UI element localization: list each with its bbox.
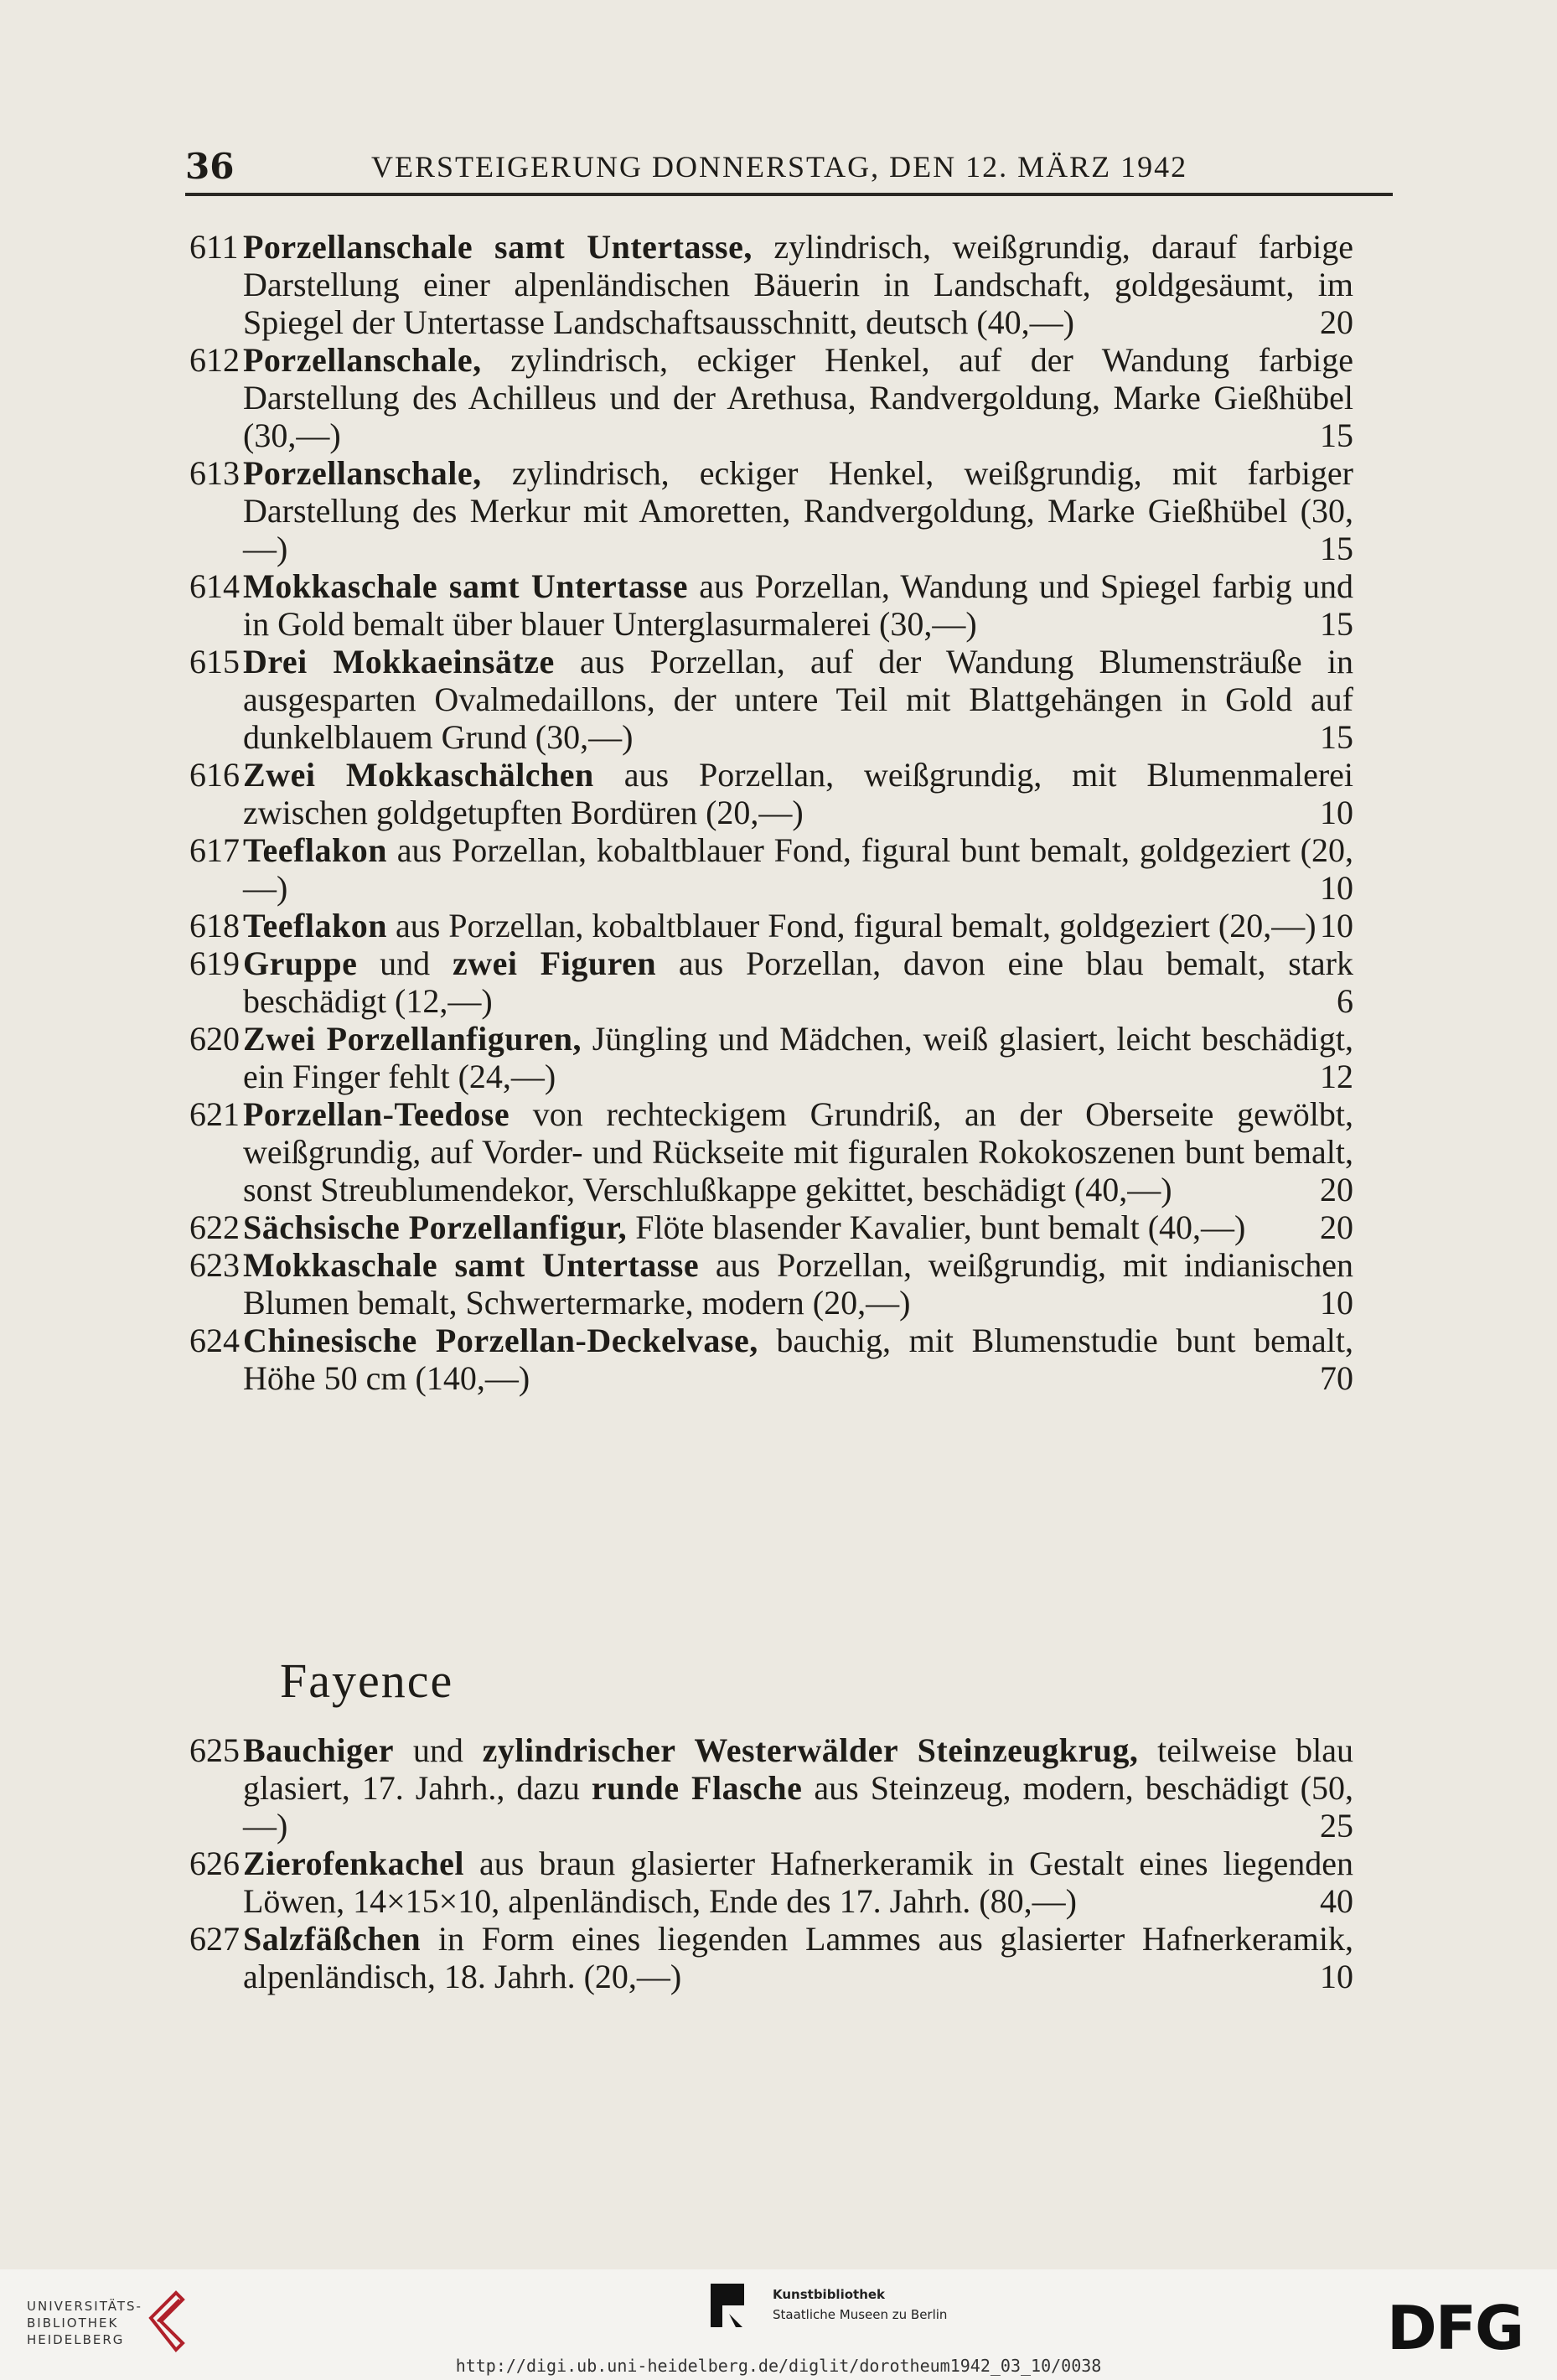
- lot-title-2: zwei Figuren: [452, 944, 657, 982]
- lot-entry: [0, 643, 1557, 756]
- lot-text: aus Porzellan, weißgrundig, mit indianischen Blumen bemalt, Schwertermarke, modern (20,—): [243, 1246, 1353, 1322]
- lot-price: 15: [1320, 530, 1353, 567]
- lot-title: Gruppe: [243, 944, 358, 982]
- lot-title: Zwei Porzellanfiguren,: [243, 1020, 582, 1058]
- lot-text: in Form eines liegenden Lammes aus glasierter Hafnerkeramik, alpenländisch, 18. Jahrh. (20,—): [243, 1920, 1353, 1995]
- lot-price: 15: [1320, 718, 1353, 756]
- lot-number: 624: [189, 1322, 240, 1359]
- lot-number: 627: [189, 1920, 240, 1958]
- lot-description: [243, 944, 1353, 1020]
- lot-description: [243, 1844, 1353, 1920]
- lot-price: 10: [1320, 907, 1353, 944]
- lot-text: Flöte blasender Kavalier, bunt bemalt (40,—): [627, 1208, 1246, 1246]
- lot-title: Salzfäßchen: [243, 1920, 422, 1958]
- lot-price: 10: [1320, 1284, 1353, 1322]
- lot-title-2: zylindrischer Westerwälder Steinzeugkrug,: [482, 1731, 1139, 1769]
- lot-text: aus braun glasierter Hafnerkeramik in Gestalt eines liegenden Löwen, 14×15×10, alpenländisch, Ende des 17. Jahrh. (80,—): [243, 1844, 1353, 1920]
- lot-price: 6: [1337, 982, 1353, 1020]
- lot-text: aus Porzellan, Wandung und Spiegel farbig und in Gold bemalt über blauer Unterglasurmalerei (30,—): [243, 567, 1353, 643]
- lot-entry: [0, 756, 1557, 831]
- lot-text: von rechteckigem Grundriß, an der Oberseite gewölbt, weißgrundig, auf Vorder- und Rückseite mit figuralen Rokokoszenen bunt bemalt, sonst Streublumendekor, Verschlußkappe gekittet, beschädigt (40,—): [243, 1095, 1353, 1208]
- lot-price: 20: [1320, 1208, 1353, 1246]
- lot-title: Mokkaschale samt Untertasse: [243, 567, 688, 605]
- lot-description: [243, 341, 1353, 454]
- lot-title: Zierofenkachel: [243, 1844, 465, 1882]
- lot-entry: [0, 1731, 1557, 1844]
- lot-number: 612: [189, 341, 240, 379]
- lot-text-2: teilweise blau glasiert, 17. Jahrh., dazu: [243, 1731, 1353, 1807]
- lot-text: zylindrisch, weißgrundig, darauf farbige Darstellung einer alpenländischen Bäuerin in Landschaft, goldgesäumt, im Spiegel der Untertasse Landschaftsausschnitt, deutsch (40,—): [243, 228, 1353, 341]
- lot-number: 611: [189, 228, 239, 266]
- lot-number: 622: [189, 1208, 240, 1246]
- lot-text-2: aus Porzellan, davon eine blau bemalt, stark beschädigt (12,—): [243, 944, 1353, 1020]
- lot-number: 623: [189, 1246, 240, 1284]
- lot-number: 619: [189, 944, 240, 982]
- lot-description: [243, 1920, 1353, 1995]
- lot-text: aus Porzellan, auf der Wandung Blumensträuße in ausgesparten Ovalmedaillons, der untere Teil mit Blattgehängen in Gold auf dunkelblauem Grund (30,—): [243, 643, 1353, 756]
- lot-description: [243, 228, 1353, 341]
- lot-number: 621: [189, 1095, 240, 1133]
- logo-line: UNIVERSITÄTS-: [27, 2299, 142, 2314]
- lot-number: 625: [189, 1731, 240, 1769]
- lot-price: 15: [1320, 605, 1353, 643]
- lot-number: 615: [189, 643, 240, 680]
- lot-title: Sächsische Porzellanfigur,: [243, 1208, 628, 1246]
- lot-entry: [0, 1844, 1557, 1920]
- lot-text-3: aus Steinzeug, modern, beschädigt (50,—): [243, 1769, 1353, 1844]
- lot-description: [243, 1020, 1353, 1095]
- lot-text: zylindrisch, eckiger Henkel, auf der Wandung farbige Darstellung des Achilleus und der Arethusa, Randvergoldung, Marke Gießhübel (30,—): [243, 341, 1353, 454]
- lot-list-fayence: [0, 1731, 1557, 1995]
- lot-entry: [0, 1322, 1557, 1397]
- running-head: [185, 141, 1393, 196]
- lot-title: Chinesische Porzellan-Deckelvase,: [243, 1322, 758, 1359]
- kunstbibliothek-subtitle: Staatliche Museen zu Berlin: [773, 2307, 948, 2322]
- lot-entry: [0, 567, 1557, 643]
- kunstbibliothek-title: Kunstbibliothek: [773, 2287, 886, 2302]
- logo-line: BIBLIOTHEK: [27, 2315, 119, 2331]
- kunstbibliothek-text: [773, 2284, 947, 2325]
- kunstbibliothek-logo-icon: [711, 2284, 754, 2334]
- lot-text: Jüngling und Mädchen, weiß glasiert, leicht beschädigt, ein Finger fehlt (24,—): [243, 1020, 1354, 1095]
- lot-text: und: [357, 944, 453, 982]
- lot-title: Porzellanschale,: [243, 454, 482, 492]
- lot-title: Mokkaschale samt Untertasse: [243, 1246, 700, 1284]
- lot-entry: [0, 1920, 1557, 1995]
- university-library-logo: [27, 2298, 142, 2348]
- lot-number: 613: [189, 454, 240, 492]
- lot-description: [243, 643, 1353, 756]
- lot-description: [243, 1731, 1353, 1844]
- lot-text: aus Porzellan, kobaltblauer Fond, figural bemalt, goldgeziert (20,—): [386, 907, 1316, 944]
- lot-entry: [0, 228, 1557, 341]
- lot-entry: [0, 831, 1557, 907]
- lot-list: [0, 228, 1557, 1397]
- lot-number: 620: [189, 1020, 240, 1058]
- lot-entry: [0, 1208, 1557, 1246]
- lot-number: 617: [189, 831, 240, 869]
- lot-title: Bauchiger: [243, 1731, 395, 1769]
- lot-entry: [0, 341, 1557, 454]
- lot-text: bauchig, mit Blumenstudie bunt bemalt, Höhe 50 cm (140,—): [243, 1322, 1353, 1397]
- lot-number: 614: [189, 567, 240, 605]
- lot-title: Porzellanschale samt Untertasse,: [243, 228, 753, 266]
- lot-price: 12: [1320, 1058, 1353, 1095]
- lot-title: Porzellanschale,: [243, 341, 482, 379]
- lot-title: Zwei Mokkaschälchen: [243, 756, 594, 794]
- lot-description: [243, 1246, 1353, 1322]
- lot-title: Drei Mokkaeinsätze: [243, 643, 555, 680]
- running-head-title: VERSTEIGERUNG DONNERSTAG, DEN 12. MÄRZ 1942: [371, 150, 1188, 184]
- lot-number: 626: [189, 1844, 240, 1882]
- lot-description: [243, 907, 1353, 944]
- university-library-mark-icon: [142, 2284, 189, 2353]
- lot-number: 616: [189, 756, 240, 794]
- lot-description: [243, 756, 1353, 831]
- lot-price: 10: [1320, 869, 1353, 907]
- lot-title: Teeflakon: [243, 907, 387, 944]
- lot-price: 20: [1320, 303, 1353, 341]
- lot-price: 10: [1320, 1958, 1353, 1995]
- lot-text: zylindrisch, eckiger Henkel, weißgrundig, mit farbiger Darstellung des Merkur mit Amoretten, Randvergoldung, Marke Gießhübel (30,—): [243, 454, 1353, 567]
- lot-entry: [0, 454, 1557, 567]
- source-url-link[interactable]: http://digi.ub.uni-heidelberg.de/diglit/dorotheum1942_03_10/0038: [455, 2356, 1102, 2376]
- lot-entry: [0, 944, 1557, 1020]
- dfg-logo: DFG: [1387, 2293, 1523, 2363]
- lot-title: Porzellan-Teedose: [243, 1095, 510, 1133]
- lot-description: [243, 1208, 1353, 1246]
- lot-price: 15: [1320, 416, 1353, 454]
- lot-description: [243, 567, 1353, 643]
- lot-entry: [0, 1020, 1557, 1095]
- lot-price: 40: [1320, 1882, 1353, 1920]
- lot-number: 618: [189, 907, 240, 944]
- lot-price: 70: [1320, 1359, 1353, 1397]
- lot-description: [243, 454, 1353, 567]
- section-heading: Fayence: [280, 1653, 454, 1708]
- lot-description: [243, 1095, 1353, 1208]
- lot-price: 20: [1320, 1171, 1353, 1208]
- lot-price: 10: [1320, 794, 1353, 831]
- lot-entry: [0, 907, 1557, 944]
- lot-text: aus Porzellan, kobaltblauer Fond, figural bunt bemalt, goldgeziert (20,—): [243, 831, 1353, 907]
- lot-description: [243, 831, 1353, 907]
- lot-title: Teeflakon: [243, 831, 387, 869]
- lot-title-3: runde Flasche: [591, 1769, 803, 1807]
- logo-line: HEIDELBERG: [27, 2332, 125, 2347]
- lot-entry: [0, 1095, 1557, 1208]
- page-number: 36: [185, 146, 235, 187]
- lot-price: 25: [1320, 1807, 1353, 1844]
- lot-description: [243, 1322, 1353, 1397]
- lot-text: aus Porzellan, weißgrundig, mit Blumenmalerei zwischen goldgetupften Bordüren (20,—): [243, 756, 1354, 831]
- lot-entry: [0, 1246, 1557, 1322]
- lot-text: und: [394, 1731, 483, 1769]
